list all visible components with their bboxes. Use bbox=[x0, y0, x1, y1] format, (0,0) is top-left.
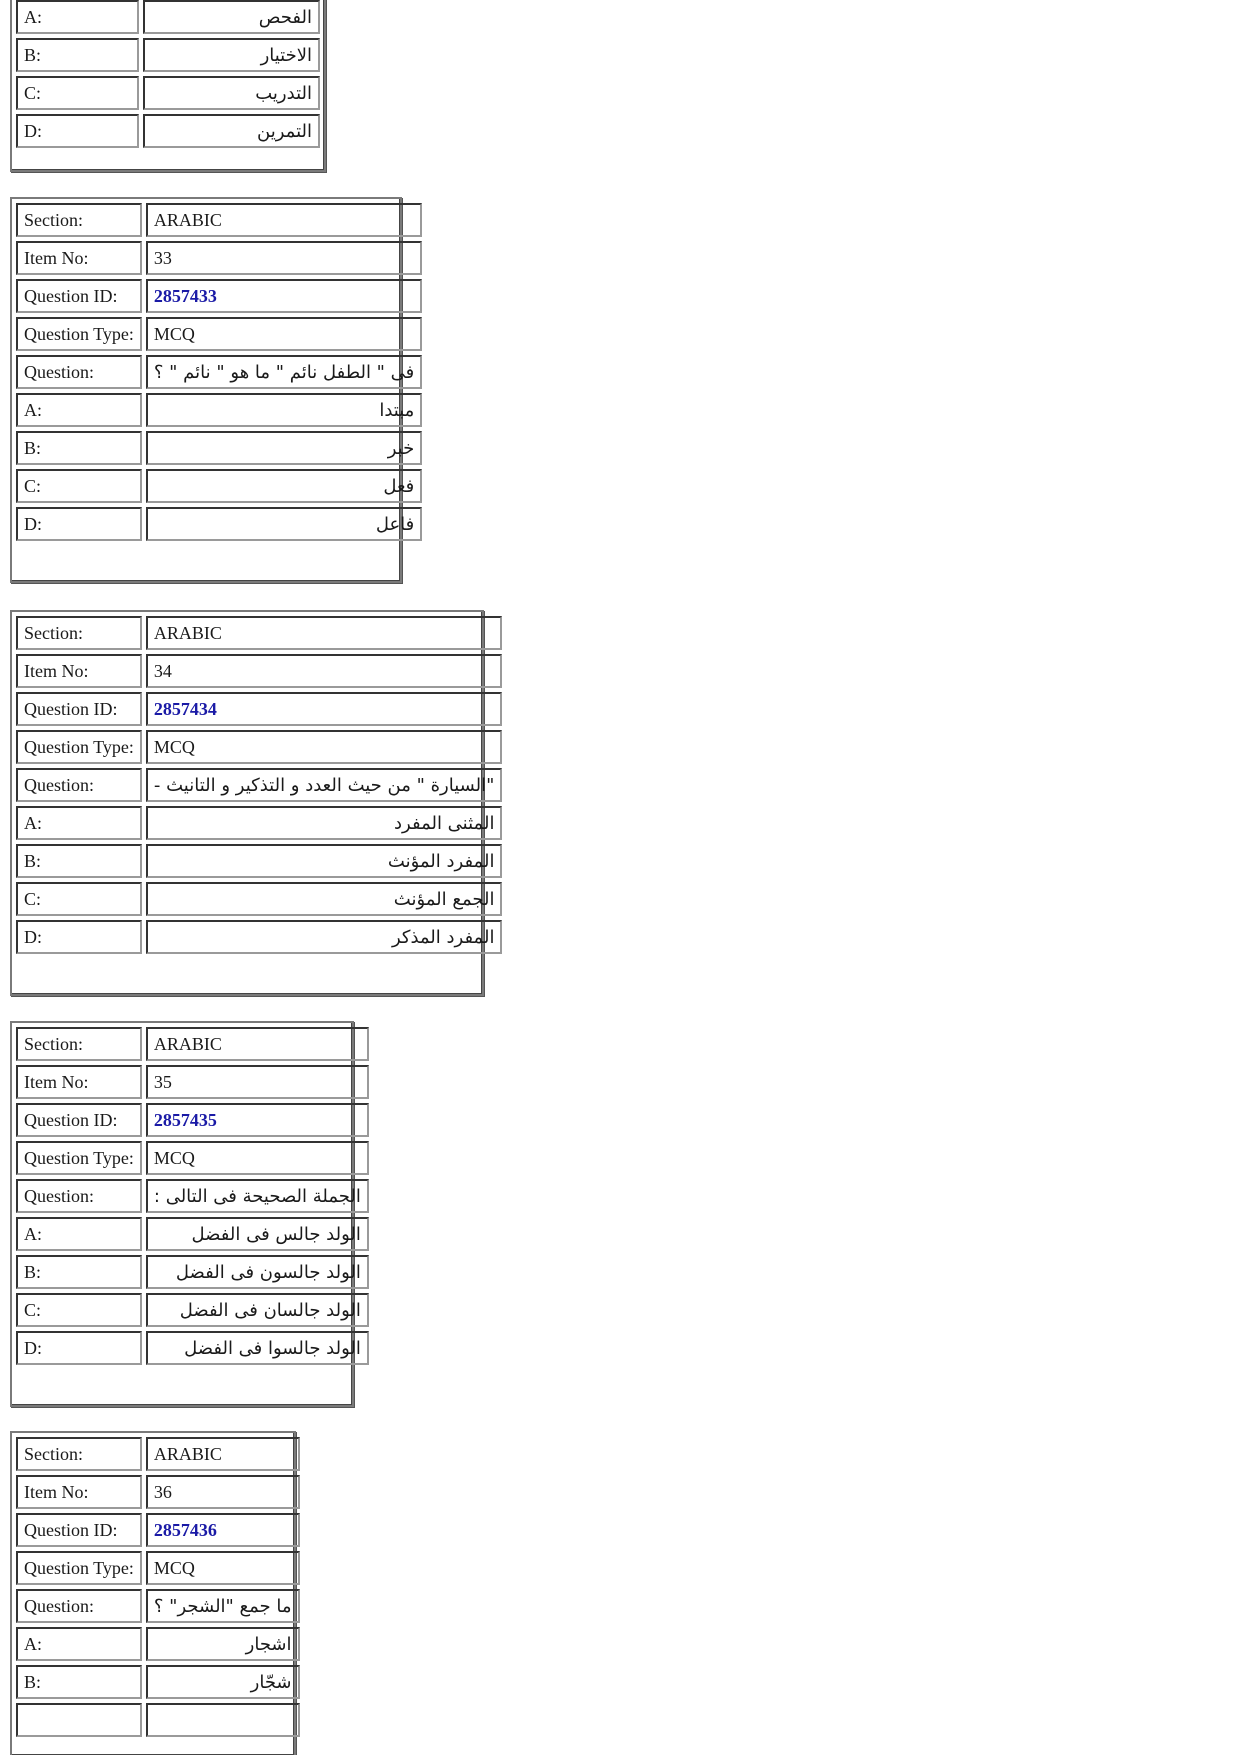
option-label: B: bbox=[16, 1255, 142, 1289]
question-text: "السيارة " من حيث العدد و التذكير و التانيث - bbox=[146, 768, 503, 802]
option-label: C: bbox=[16, 76, 139, 110]
field-label: Question ID: bbox=[16, 692, 142, 726]
section-row bbox=[16, 1027, 369, 1061]
field-label: Question: bbox=[16, 768, 142, 802]
question-table bbox=[12, 199, 426, 545]
option-value: مبتدا bbox=[146, 393, 422, 427]
field-label: Section: bbox=[16, 1437, 142, 1471]
field-label: Question: bbox=[16, 1589, 142, 1623]
question-row bbox=[16, 768, 502, 802]
option-value: الجمع المؤنث bbox=[146, 882, 503, 916]
option-value: التمرين bbox=[143, 114, 320, 148]
option-row-d bbox=[16, 1331, 369, 1365]
option-value: فعل bbox=[146, 469, 422, 503]
option-label bbox=[16, 1703, 142, 1737]
field-label: Item No: bbox=[16, 1475, 142, 1509]
option-label: A: bbox=[16, 1627, 142, 1661]
question-type-row bbox=[16, 317, 422, 351]
option-row-c bbox=[16, 1293, 369, 1327]
option-label: C: bbox=[16, 882, 142, 916]
option-row-c bbox=[16, 882, 502, 916]
option-value: الفحص bbox=[143, 0, 320, 34]
option-row-b bbox=[16, 38, 320, 72]
question-table bbox=[12, 612, 506, 958]
field-label: Section: bbox=[16, 616, 142, 650]
item-no-row bbox=[16, 654, 502, 688]
question-id-value: 2857436 bbox=[146, 1513, 300, 1547]
section-row bbox=[16, 203, 422, 237]
question-card bbox=[10, 197, 415, 583]
option-row-a bbox=[16, 0, 320, 34]
option-row-a bbox=[16, 806, 502, 840]
question-id-row bbox=[16, 1513, 300, 1547]
option-row-d bbox=[16, 114, 320, 148]
option-value: المثنى المفرد bbox=[146, 806, 503, 840]
item-no-value: 34 bbox=[146, 654, 503, 688]
option-value: الولد جالسوا فى الفضل bbox=[146, 1331, 369, 1365]
field-label: Question Type: bbox=[16, 317, 142, 351]
option-label: C: bbox=[16, 469, 142, 503]
field-label: Question ID: bbox=[16, 1513, 142, 1547]
option-value: المفرد المذكر bbox=[146, 920, 503, 954]
question-id-value: 2857435 bbox=[146, 1103, 369, 1137]
option-label: D: bbox=[16, 507, 142, 541]
option-row-b bbox=[16, 1255, 369, 1289]
option-value: المفرد المؤنث bbox=[146, 844, 503, 878]
option-label: B: bbox=[16, 1665, 142, 1699]
item-no-value: 36 bbox=[146, 1475, 300, 1509]
question-type-row bbox=[16, 1141, 369, 1175]
field-label: Question Type: bbox=[16, 1141, 142, 1175]
option-row-b bbox=[16, 1665, 300, 1699]
section-value: ARABIC bbox=[146, 1437, 300, 1471]
option-label: B: bbox=[16, 431, 142, 465]
field-label: Question: bbox=[16, 355, 142, 389]
option-value: اشجار bbox=[146, 1627, 300, 1661]
option-row-c bbox=[16, 76, 320, 110]
option-label: D: bbox=[16, 920, 142, 954]
option-label: B: bbox=[16, 38, 139, 72]
option-row-c bbox=[16, 469, 422, 503]
option-label: D: bbox=[16, 1331, 142, 1365]
option-value: خبر bbox=[146, 431, 422, 465]
question-id-row bbox=[16, 1103, 369, 1137]
option-label: A: bbox=[16, 393, 142, 427]
field-label: Item No: bbox=[16, 654, 142, 688]
section-row bbox=[16, 616, 502, 650]
option-value: الولد جالسون فى الفضل bbox=[146, 1255, 369, 1289]
question-card bbox=[10, 610, 495, 996]
question-id-value: 2857434 bbox=[146, 692, 503, 726]
question-id-value: 2857433 bbox=[146, 279, 422, 313]
option-value: فاعل bbox=[146, 507, 422, 541]
field-label: Item No: bbox=[16, 1065, 142, 1099]
option-value: الولد جالس فى الفضل bbox=[146, 1217, 369, 1251]
question-row bbox=[16, 355, 422, 389]
field-label: Section: bbox=[16, 1027, 142, 1061]
field-label: Question ID: bbox=[16, 279, 142, 313]
item-no-row bbox=[16, 1065, 369, 1099]
question-text: فى " الطفل نائم " ما هو " نائم " ؟ bbox=[146, 355, 422, 389]
option-label: C: bbox=[16, 1293, 142, 1327]
question-type-row bbox=[16, 1551, 300, 1585]
field-label: Section: bbox=[16, 203, 142, 237]
question-id-row bbox=[16, 279, 422, 313]
option-value: شجّار bbox=[146, 1665, 300, 1699]
question-card bbox=[10, 1021, 361, 1407]
option-row-a bbox=[16, 393, 422, 427]
section-row bbox=[16, 1437, 300, 1471]
question-type-row bbox=[16, 730, 502, 764]
section-value: ARABIC bbox=[146, 616, 503, 650]
option-row-a bbox=[16, 1627, 300, 1661]
section-value: ARABIC bbox=[146, 203, 422, 237]
option-value: الولد جالسان فى الفضل bbox=[146, 1293, 369, 1327]
question-card bbox=[10, 1431, 296, 1755]
option-label: A: bbox=[16, 1217, 142, 1251]
field-label: Question Type: bbox=[16, 730, 142, 764]
option-row-d bbox=[16, 920, 502, 954]
question-id-row bbox=[16, 692, 502, 726]
option-label: A: bbox=[16, 806, 142, 840]
question-text: ما جمع "الشجر" ؟ bbox=[146, 1589, 300, 1623]
field-label: Question Type: bbox=[16, 1551, 142, 1585]
option-row-d bbox=[16, 507, 422, 541]
question-type-value: MCQ bbox=[146, 1551, 300, 1585]
option-row-b bbox=[16, 431, 422, 465]
field-label: Question ID: bbox=[16, 1103, 142, 1137]
section-value: ARABIC bbox=[146, 1027, 369, 1061]
question-type-value: MCQ bbox=[146, 1141, 369, 1175]
option-label: B: bbox=[16, 844, 142, 878]
option-label: A: bbox=[16, 0, 139, 34]
question-row bbox=[16, 1179, 369, 1213]
option-row-b bbox=[16, 844, 502, 878]
option-row-c bbox=[16, 1703, 300, 1737]
option-label: D: bbox=[16, 114, 139, 148]
option-row-a bbox=[16, 1217, 369, 1251]
question-type-value: MCQ bbox=[146, 730, 503, 764]
field-label: Question: bbox=[16, 1179, 142, 1213]
question-row bbox=[16, 1589, 300, 1623]
question-table bbox=[12, 1433, 304, 1741]
question-table bbox=[12, 1023, 373, 1369]
item-no-row bbox=[16, 241, 422, 275]
question-table bbox=[12, 0, 324, 152]
question-card-partial bbox=[10, 0, 326, 172]
item-no-value: 33 bbox=[146, 241, 422, 275]
field-label: Item No: bbox=[16, 241, 142, 275]
question-text: الجملة الصحيحة فى التالى : bbox=[146, 1179, 369, 1213]
option-value: الاختيار bbox=[143, 38, 320, 72]
option-value: التدريب bbox=[143, 76, 320, 110]
item-no-value: 35 bbox=[146, 1065, 369, 1099]
item-no-row bbox=[16, 1475, 300, 1509]
question-type-value: MCQ bbox=[146, 317, 422, 351]
option-value bbox=[146, 1703, 300, 1737]
